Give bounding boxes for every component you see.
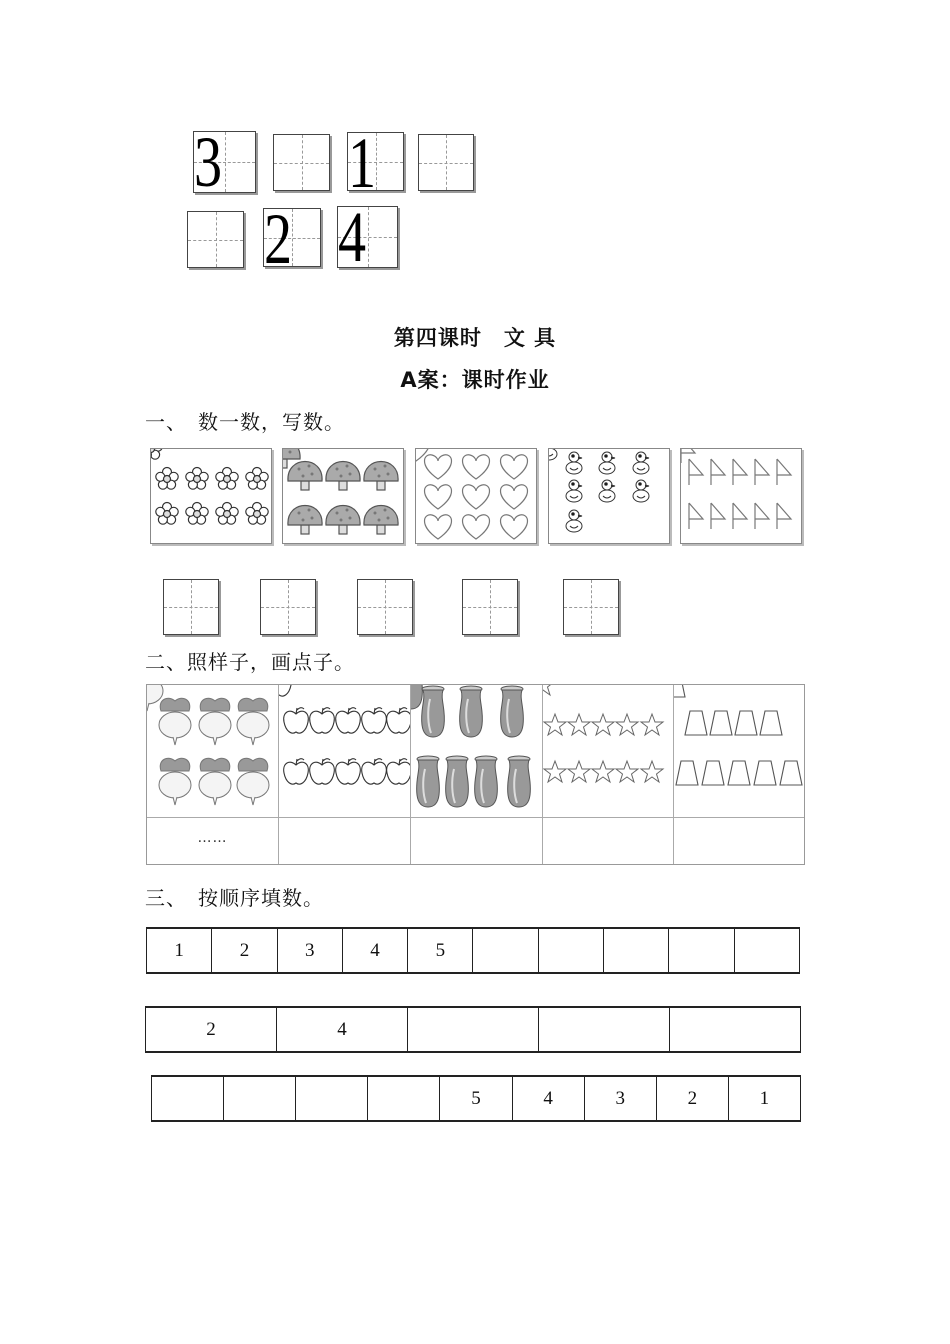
star-icon — [543, 685, 674, 817]
answer-grid-box[interactable] — [260, 579, 316, 635]
number-cell[interactable] — [670, 1008, 800, 1051]
writing-grid-box[interactable] — [418, 134, 474, 191]
number-cell[interactable] — [539, 1008, 670, 1051]
number-cell[interactable]: 2 — [146, 1008, 277, 1051]
flower-icon — [151, 449, 273, 545]
number-cell[interactable]: 4 — [277, 1008, 408, 1051]
counting-picture-flowers — [150, 448, 272, 544]
number-cell[interactable]: 1 — [147, 929, 212, 972]
number-cell[interactable] — [473, 929, 538, 972]
answer-grid-box[interactable] — [563, 579, 619, 635]
trapezoid-icon — [674, 685, 806, 817]
grid-digit: 4 — [338, 197, 367, 277]
number-strip-1 — [146, 927, 800, 974]
writing-grid-box[interactable] — [263, 199, 321, 279]
grid-digit: 2 — [264, 199, 293, 279]
lesson-title: 第四课时 文 具 — [393, 326, 557, 350]
number-cell[interactable]: 2 — [212, 929, 277, 972]
counting-picture-chicks — [548, 448, 670, 544]
counting-picture-flags — [680, 448, 802, 544]
writing-grid-box[interactable] — [337, 197, 398, 277]
number-strip-3 — [151, 1075, 801, 1122]
section-2-heading: 二、照样子，画点子。 — [145, 650, 355, 674]
number-cell[interactable] — [368, 1077, 440, 1120]
writing-grid-box[interactable] — [193, 122, 256, 202]
answer-grid-box[interactable] — [357, 579, 413, 635]
number-cell[interactable]: 4 — [513, 1077, 585, 1120]
number-cell[interactable] — [604, 929, 669, 972]
vase-icon — [411, 685, 542, 817]
number-cell[interactable] — [669, 929, 734, 972]
writing-grid-box[interactable] — [187, 211, 244, 268]
answer-grid-box[interactable] — [163, 579, 219, 635]
apple-icon — [279, 685, 410, 817]
grid-digit: 1 — [348, 123, 377, 203]
chick-icon — [549, 449, 671, 545]
answer-grid-box[interactable] — [462, 579, 518, 635]
flag-icon — [681, 449, 803, 545]
number-cell[interactable]: 2 — [657, 1077, 729, 1120]
section-1-heading: 一、 数一数，写数。 — [145, 410, 345, 434]
example-dots: …… — [197, 830, 228, 846]
lesson-subtitle: A案：课时作业 — [400, 368, 550, 392]
number-cell[interactable] — [408, 1008, 539, 1051]
number-cell[interactable] — [296, 1077, 368, 1120]
number-cell[interactable]: 1 — [759, 1087, 770, 1109]
number-cell[interactable]: 3 — [585, 1077, 657, 1120]
number-cell[interactable] — [539, 929, 604, 972]
mushroom-icon — [283, 449, 405, 545]
heart-icon — [416, 449, 538, 545]
writing-grid-box[interactable] — [347, 123, 404, 203]
number-cell[interactable] — [735, 929, 799, 972]
number-cell[interactable] — [224, 1077, 296, 1120]
grid-digit: 3 — [194, 122, 223, 202]
number-cell[interactable]: 5 — [440, 1077, 512, 1120]
writing-grid-box[interactable] — [273, 134, 330, 191]
number-cell[interactable]: 3 — [278, 929, 343, 972]
section-3-heading: 三、 按顺序填数。 — [145, 886, 324, 910]
number-cell[interactable]: 5 — [408, 929, 473, 972]
radish-icon — [147, 685, 278, 817]
counting-picture-mushrooms — [282, 448, 404, 544]
number-cell[interactable] — [152, 1077, 224, 1120]
counting-picture-hearts — [415, 448, 537, 544]
number-strip-2 — [145, 1006, 801, 1053]
number-cell[interactable]: 4 — [343, 929, 408, 972]
